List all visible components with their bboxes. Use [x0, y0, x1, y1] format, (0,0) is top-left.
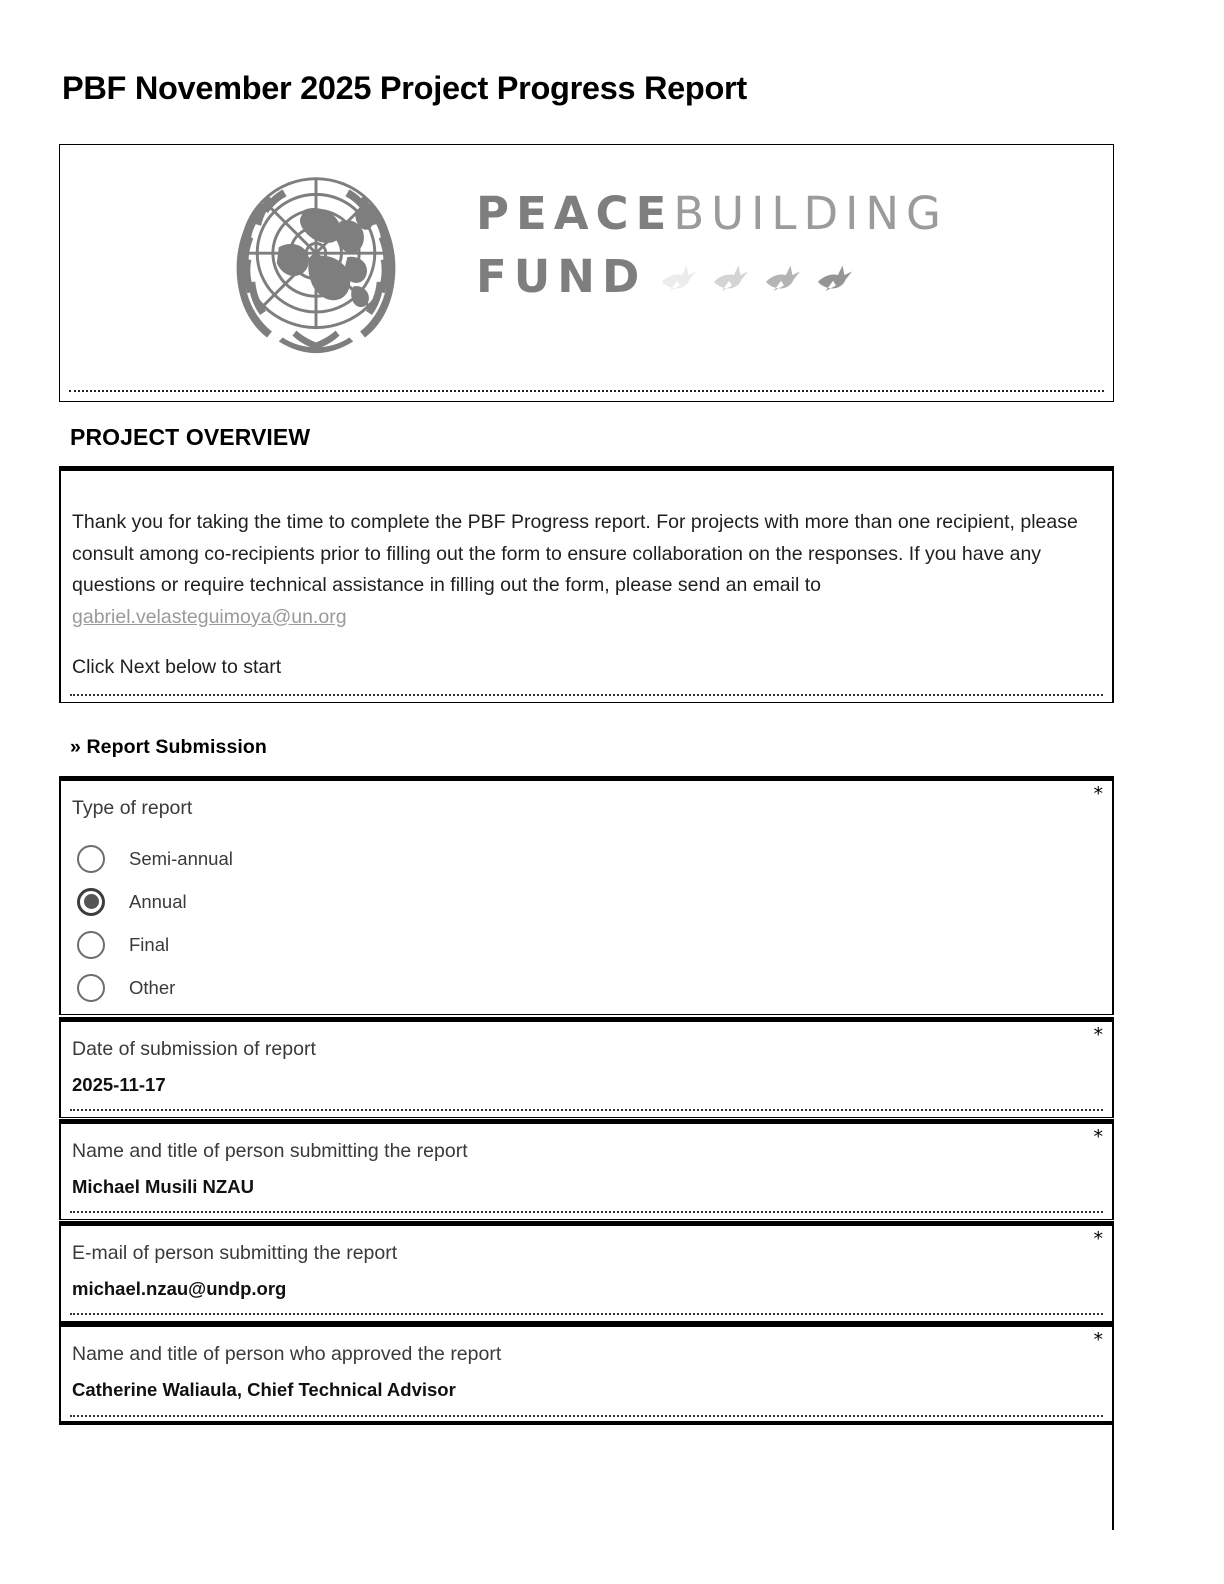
- label-date-of-submission: Date of submission of report: [72, 1038, 316, 1060]
- required-marker: *: [1093, 1329, 1103, 1351]
- radio-circle-icon[interactable]: [77, 931, 105, 959]
- value-submitter-name[interactable]: Michael Musili NZAU: [72, 1176, 254, 1197]
- support-email-link[interactable]: gabriel.velasteguimoya@un.org: [72, 605, 347, 628]
- field-divider: [70, 1211, 1103, 1213]
- radio-label: Other: [129, 976, 176, 998]
- dove-icon: [764, 260, 802, 294]
- field-date-of-submission: [59, 1017, 1114, 1118]
- wordmark-fund: FUND: [476, 250, 647, 303]
- field-divider: [70, 1109, 1103, 1111]
- radio-option-annual[interactable]: [77, 880, 233, 923]
- section-heading-report-submission: » Report Submission: [70, 736, 267, 758]
- field-approver-name: [59, 1322, 1114, 1423]
- logo-box-divider: [69, 390, 1104, 392]
- required-marker: *: [1093, 1024, 1103, 1046]
- dove-group: [660, 260, 854, 294]
- intro-text-leading: Thank you for taking the time to complete the PBF Progress report. For projects with more than one recipient, please consult among co-recipients prior to filling out the form to ensure collaboration on the responses. If you have any questions or require technical assistance in filling out the form, please send an email to: [72, 511, 1078, 596]
- radio-label: Annual: [129, 890, 187, 912]
- field-submitter-name: [59, 1119, 1114, 1220]
- value-approver-name[interactable]: Catherine Waliaula, Chief Technical Advisor: [72, 1379, 456, 1400]
- wordmark-peace: PEACE: [476, 187, 674, 240]
- field-divider: [70, 1415, 1103, 1417]
- label-submitter-name: Name and title of person submitting the report: [72, 1140, 468, 1162]
- intro-box: [59, 466, 1114, 703]
- intro-paragraph: [72, 507, 1086, 633]
- intro-next-instruction: Click Next below to start: [72, 656, 282, 678]
- next-field-right-border: [1112, 1424, 1114, 1530]
- label-type-of-report: Type of report: [72, 797, 193, 819]
- wordmark-building: BUILDING: [673, 187, 948, 240]
- radio-group-type-of-report[interactable]: [77, 837, 233, 1009]
- required-marker: *: [1093, 783, 1103, 805]
- dove-icon: [660, 260, 698, 294]
- radio-label: Final: [129, 933, 170, 955]
- radio-option-final[interactable]: [77, 923, 233, 966]
- pbf-wordmark: [476, 187, 948, 303]
- field-submitter-email: [59, 1221, 1114, 1322]
- radio-circle-selected-icon[interactable]: [77, 888, 105, 916]
- label-approver-name: Name and title of person who approved the report: [72, 1343, 502, 1365]
- field-type-of-report: [59, 776, 1114, 1015]
- radio-option-other[interactable]: [77, 966, 233, 1009]
- field-divider: [70, 1313, 1103, 1315]
- next-field-top-border: [59, 1421, 1114, 1425]
- radio-circle-icon[interactable]: [77, 974, 105, 1002]
- dove-icon: [712, 260, 750, 294]
- required-marker: *: [1093, 1126, 1103, 1148]
- value-submitter-email[interactable]: michael.nzau@undp.org: [72, 1278, 287, 1299]
- logo-banner: [59, 144, 1114, 402]
- label-submitter-email: E-mail of person submitting the report: [72, 1242, 398, 1264]
- required-marker: *: [1093, 1228, 1103, 1250]
- un-emblem-icon: [218, 163, 414, 359]
- radio-circle-icon[interactable]: [77, 845, 105, 873]
- radio-option-semi-annual[interactable]: [77, 837, 233, 880]
- radio-label: Semi-annual: [129, 847, 233, 869]
- dove-icon: [816, 260, 854, 294]
- intro-box-divider: [70, 694, 1103, 696]
- page-title: PBF November 2025 Project Progress Report: [62, 70, 747, 106]
- value-date-of-submission[interactable]: 2025-11-17: [72, 1074, 166, 1095]
- section-heading-overview: PROJECT OVERVIEW: [70, 424, 311, 450]
